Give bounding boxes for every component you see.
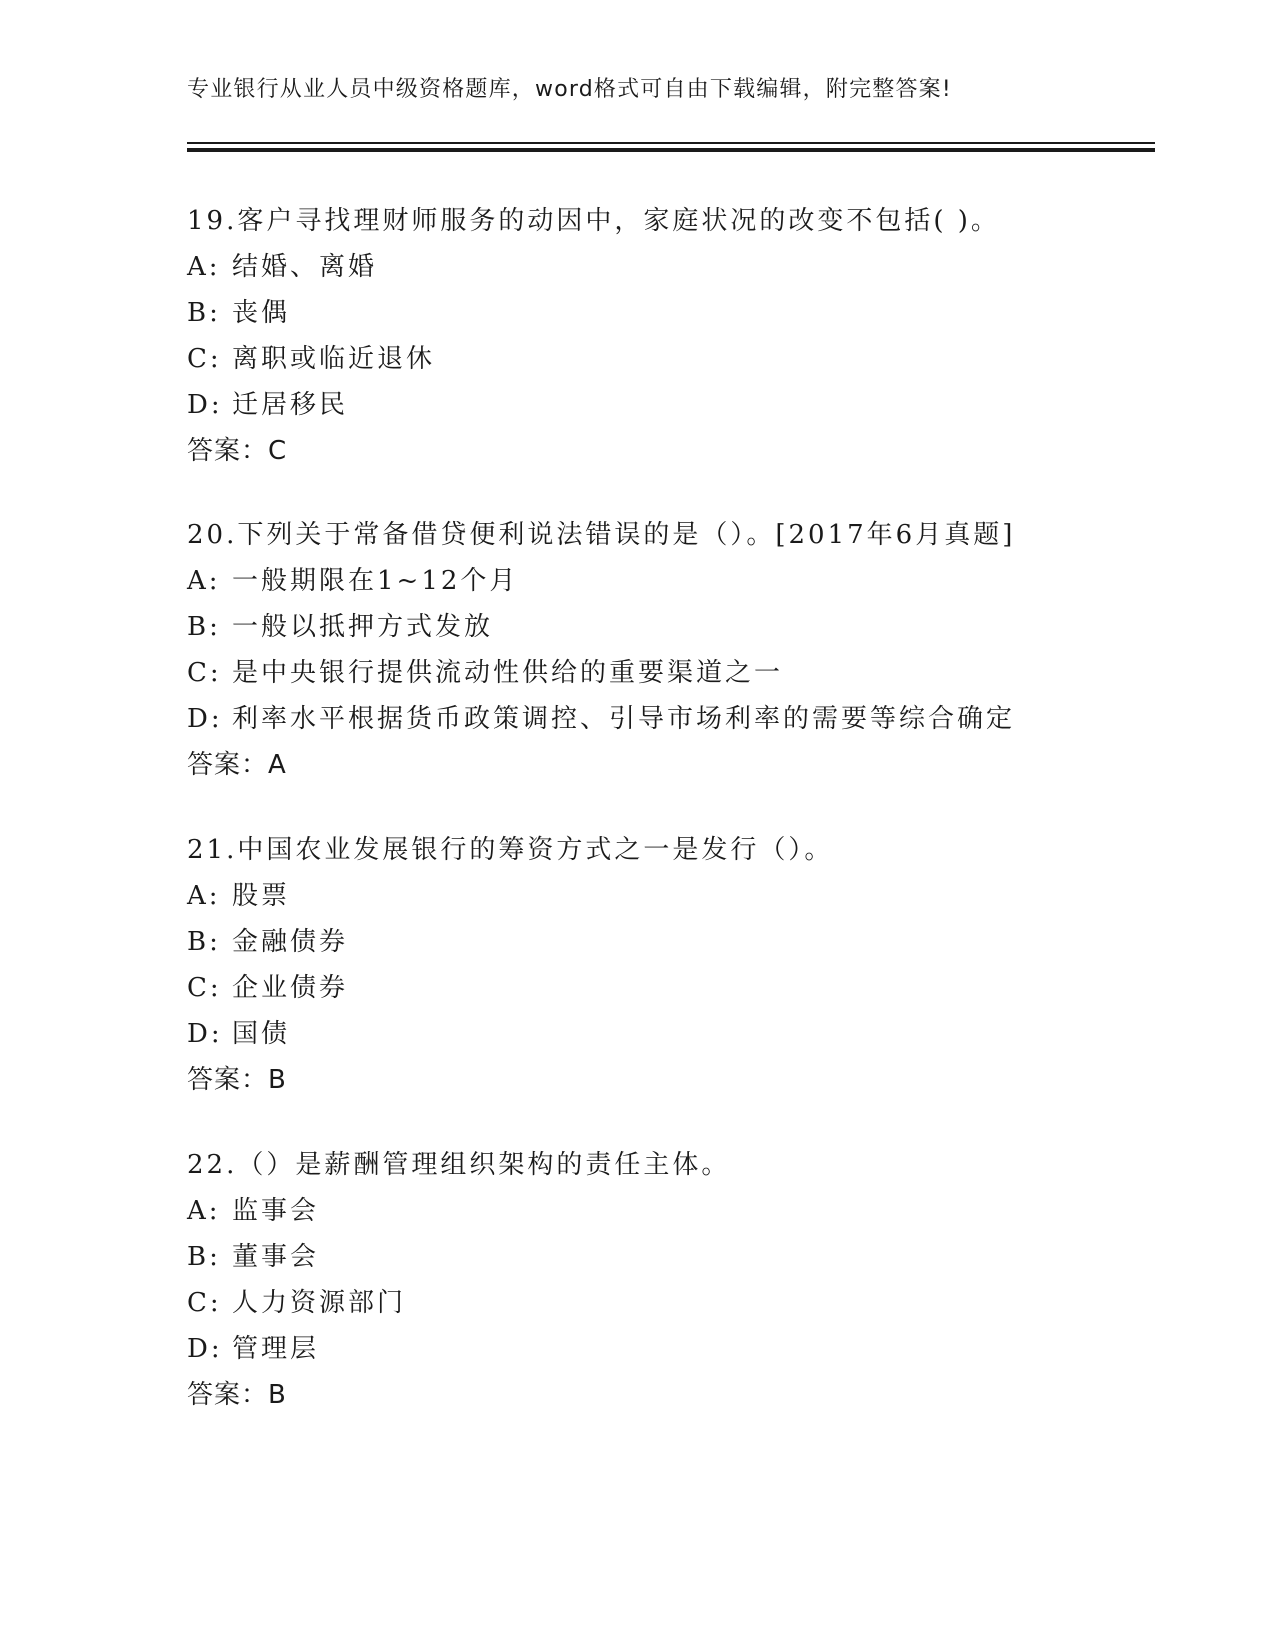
option-letter: C: (187, 658, 222, 688)
header-divider-thin (187, 142, 1155, 144)
question-22 (187, 1142, 1155, 1418)
option-d (187, 696, 1155, 742)
option-letter: A: (187, 1196, 221, 1226)
option-b (187, 604, 1155, 650)
option-text: 国债 (232, 1019, 291, 1049)
option-c (187, 336, 1155, 382)
option-b (187, 1234, 1155, 1280)
option-letter: B: (187, 927, 221, 957)
option-text: 人力资源部门 (232, 1288, 407, 1318)
option-c (187, 1280, 1155, 1326)
option-letter: D: (187, 1019, 223, 1049)
option-text: 是中央银行提供流动性供给的重要渠道之一 (232, 658, 784, 688)
option-text: 利率水平根据货币政策调控、引导市场利率的需要等综合确定 (232, 704, 1016, 734)
option-letter: C: (187, 344, 222, 374)
answer-line: 答案：B (187, 1065, 287, 1095)
question-stem: 22.（）是薪酬管理组织架构的责任主体。 (187, 1150, 731, 1180)
option-text: 董事会 (232, 1242, 320, 1272)
option-a (187, 1188, 1155, 1234)
option-text: 迁居移民 (232, 390, 349, 420)
option-letter: D: (187, 1334, 223, 1364)
question-stem: 20.下列关于常备借贷便利说法错误的是（）。[2017年6月真题] (187, 520, 1016, 550)
option-a (187, 558, 1155, 604)
option-text: 一般以抵押方式发放 (232, 612, 494, 642)
option-text: 丧偶 (232, 298, 291, 328)
question-stem: 19.客户寻找理财师服务的动因中，家庭状况的改变不包括( )。 (187, 206, 1000, 236)
option-text: 管理层 (232, 1334, 320, 1364)
option-text: 结婚、离婚 (232, 252, 378, 282)
answer-line: 答案：A (187, 750, 287, 780)
question-20 (187, 512, 1155, 788)
option-letter: D: (187, 704, 223, 734)
header-divider-thick (187, 148, 1155, 152)
option-c (187, 650, 1155, 696)
option-letter: A: (187, 252, 221, 282)
option-text: 一般期限在1~12个月 (232, 566, 519, 596)
option-c (187, 965, 1155, 1011)
page-header: 专业银行从业人员中级资格题库，word格式可自由下载编辑，附完整答案! (187, 77, 952, 102)
option-d (187, 382, 1155, 428)
option-d (187, 1326, 1155, 1372)
option-letter: B: (187, 1242, 221, 1272)
option-letter: B: (187, 298, 221, 328)
option-text: 离职或临近退休 (232, 344, 436, 374)
option-text: 股票 (232, 881, 291, 911)
option-a (187, 244, 1155, 290)
option-a (187, 873, 1155, 919)
option-b (187, 290, 1155, 336)
option-letter: A: (187, 566, 221, 596)
option-d (187, 1011, 1155, 1057)
option-text: 金融债券 (232, 927, 349, 957)
option-letter: D: (187, 390, 223, 420)
option-b (187, 919, 1155, 965)
question-21 (187, 827, 1155, 1103)
option-letter: B: (187, 612, 221, 642)
question-stem: 21.中国农业发展银行的筹资方式之一是发行（）。 (187, 835, 834, 865)
option-text: 企业债券 (232, 973, 349, 1003)
option-letter: C: (187, 1288, 222, 1318)
option-text: 监事会 (232, 1196, 320, 1226)
answer-line: 答案：C (187, 436, 288, 466)
answer-line: 答案：B (187, 1380, 287, 1410)
question-19 (187, 198, 1155, 474)
option-letter: A: (187, 881, 221, 911)
option-letter: C: (187, 973, 222, 1003)
